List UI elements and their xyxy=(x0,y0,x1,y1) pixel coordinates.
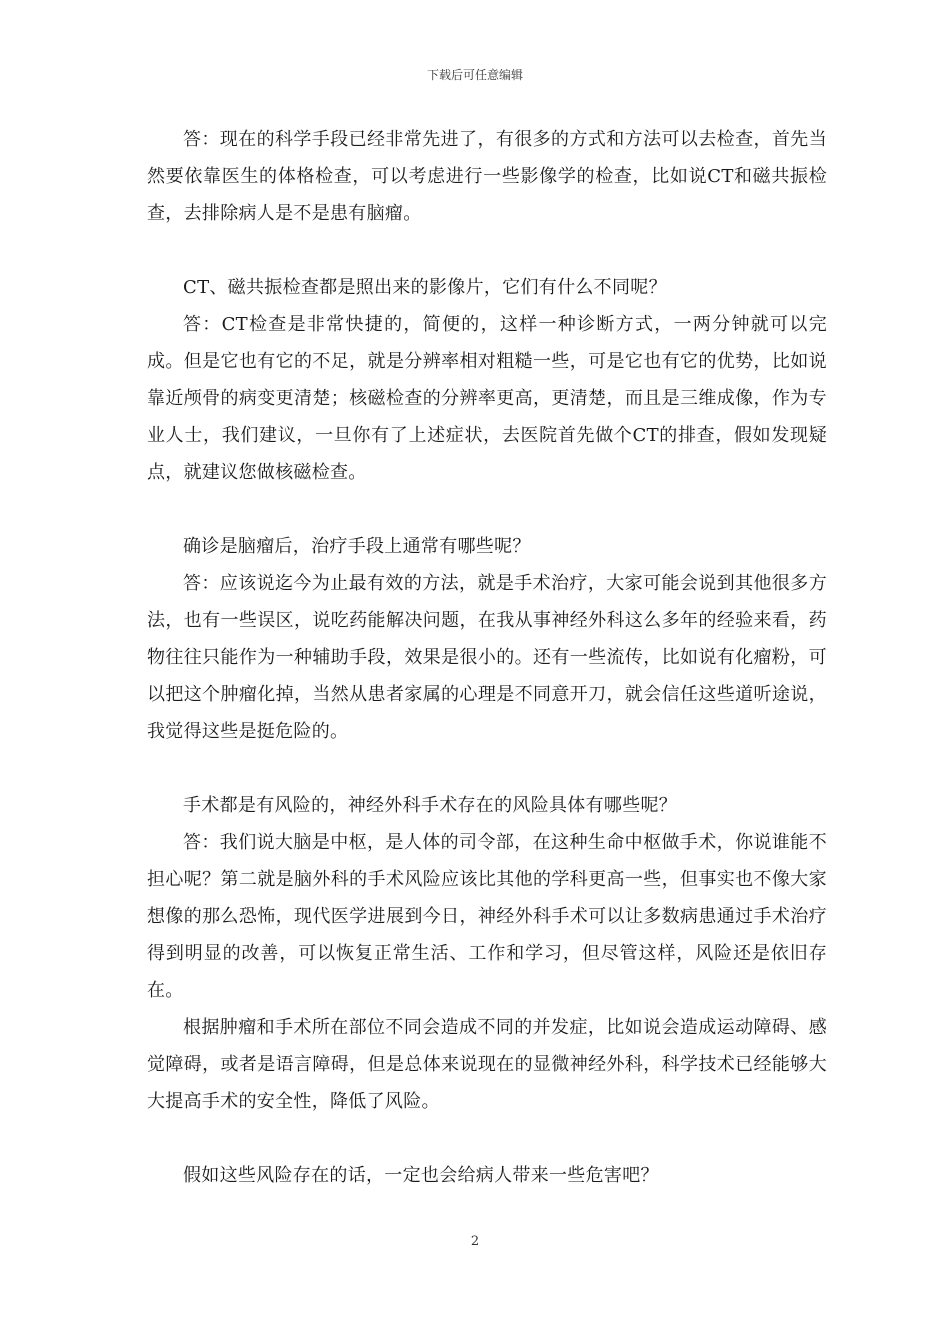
paragraph-question-harm: 假如这些风险存在的话，一定也会给病人带来一些危害吧？ xyxy=(183,1165,659,1186)
paragraph-gap xyxy=(147,491,827,528)
paragraph-question-ct-vs-mri: CT、磁共振检查都是照出来的影像片，它们有什么不同呢？ xyxy=(183,277,667,298)
paragraph-answer-treatment: 答：应该说迄今为止最有效的方法，就是手术治疗，大家可能会说到其他很多方法，也有一些误区，说吃药能解决问题，在我从事神经外科这么多年的经验来看，药物往往只能作为一种辅助手段，效果是很小的。还有一些流传，比如说有化瘤粉，可以把这个肿瘤化掉，当然从患者家属的心理是不同意开刀，就会信任这些道听途说，我觉得这些是挺危险的。 xyxy=(147,573,827,742)
page-number: 2 xyxy=(470,1234,480,1249)
paragraph-question-surgery-risk: 手术都是有风险的，神经外科手术存在的风险具体有哪些呢？ xyxy=(183,795,678,816)
paragraph-complications: 根据肿瘤和手术所在部位不同会造成不同的并发症，比如说会造成运动障碍、感觉障碍，或者是语言障碍，但是总体来说现在的显微神经外科，科学技术已经能够大大提高手术的安全性，降低了风险。 xyxy=(147,1017,827,1112)
paragraph-answer-surgery-risk: 答：我们说大脑是中枢，是人体的司令部，在这种生命中枢做手术，你说谁能不担心呢？第二就是脑外科的手术风险应该比其他的学科更高一些，但事实也不像大家想像的那么恐怖，现代医学进展到今日，神经外科手术可以让多数病患通过手术治疗得到明显的改善，可以恢复正常生活、工作和学习，但尽管这样，风险还是依旧存在。 xyxy=(147,832,827,1001)
document-body xyxy=(147,121,827,1194)
paragraph-gap xyxy=(147,232,827,269)
paragraph-gap xyxy=(147,1120,827,1157)
page-header: 下载后可任意编辑 xyxy=(426,68,523,82)
paragraph-answer-ct-vs-mri: 答：CT检查是非常快捷的，简便的，这样一种诊断方式，一两分钟就可以完成。但是它也有它的不足，就是分辨率相对粗糙一些，可是它也有它的优势，比如说靠近颅骨的病变更清楚；核磁检查的分辨率更高，更清楚，而且是三维成像，作为专业人士，我们建议，一旦你有了上述症状，去医院首先做个CT的排查，假如发现疑点，就建议您做核磁检查。 xyxy=(147,314,827,483)
paragraph-answer-detection-methods: 答：现在的科学手段已经非常先进了，有很多的方式和方法可以去检查，首先当然要依靠医生的体格检查，可以考虑进行一些影像学的检查，比如说CT和磁共振检查，去排除病人是不是患有脑瘤。 xyxy=(147,129,827,224)
paragraph-gap xyxy=(147,750,827,787)
paragraph-question-treatment: 确诊是脑瘤后，治疗手段上通常有哪些呢？ xyxy=(183,536,531,557)
